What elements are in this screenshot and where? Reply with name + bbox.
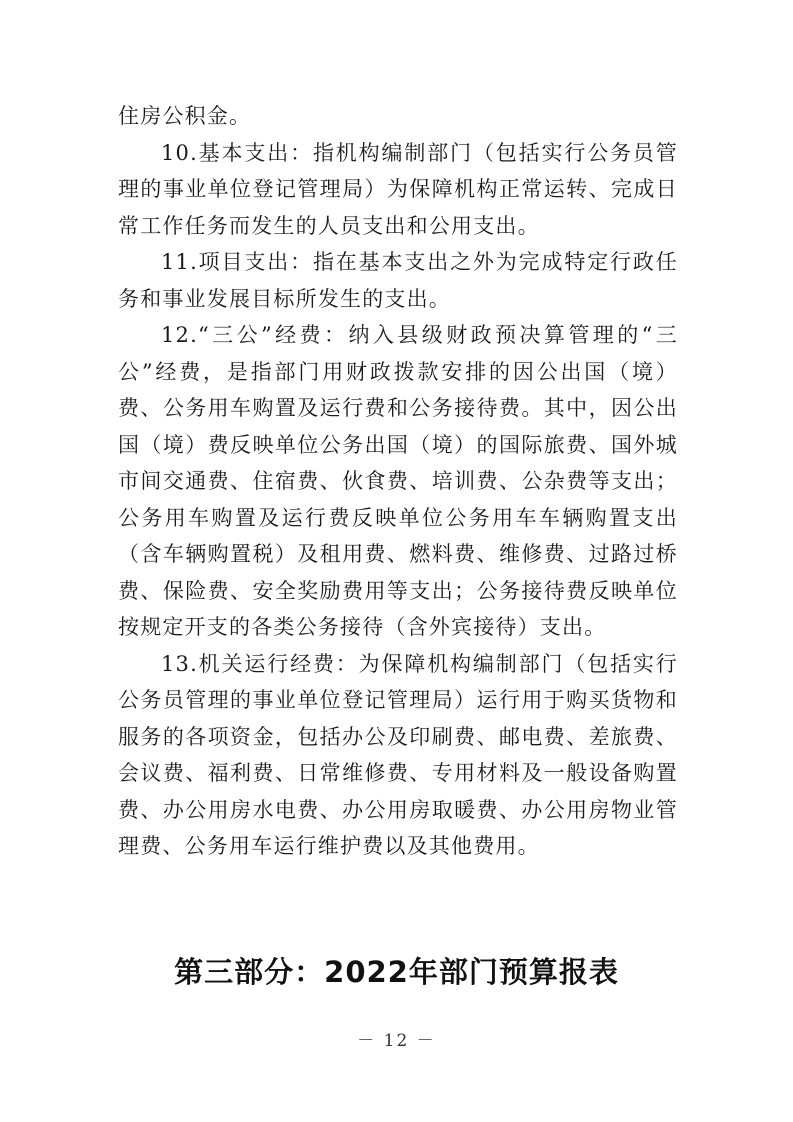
section-heading: 第三部分：2022年部门预算报表 bbox=[174, 955, 619, 989]
paragraph-basic-expenditure: 10.基本支出：指机构编制部门（包括实行公务员管理的事业单位登记管理局）为保障机构正常运转、完成日常工作任务而发生的人员支出和公用支出。 bbox=[118, 140, 678, 238]
body-text bbox=[118, 98, 678, 865]
paragraph-operating-expenses: 13.机关运行经费：为保障机构编制部门（包括实行公务员管理的事业单位登记管理局）运行用于购买货物和服务的各项资金，包括办公及印刷费、邮电费、差旅费、会议费、福利费、日常维修费、专用材料及一般设备购置费、办公用房水电费、办公用房取暖费、办公用房物业管理费、公务用车运行维护费以及其他费用。 bbox=[118, 651, 678, 858]
paragraph-project-expenditure: 11.项目支出：指在基本支出之外为完成特定行政任务和事业发展目标所发生的支出。 bbox=[118, 250, 678, 311]
page-number: － 12 － bbox=[357, 1031, 436, 1051]
paragraph-continuation: 住房公积金。 bbox=[118, 104, 252, 128]
paragraph-three-public-expenses: 12.“三公”经费：纳入县级财政预决算管理的“三公”经费，是指部门用财政拨款安排的因公出国（境）费、公务用车购置及运行费和公务接待费。其中，因公出国（境）费反映单位公务出国（境）的国际旅费、国外城市间交通费、住宿费、伙食费、培训费、公杂费等支出；公务用车购置及运行费反映单位公务用车车辆购置支出（含车辆购置税）及租用费、燃料费、维修费、过路过桥费、保险费、安全奖励费用等支出；公务接待费反映单位按规定开支的各类公务接待（含外宾接待）支出。 bbox=[118, 323, 678, 639]
